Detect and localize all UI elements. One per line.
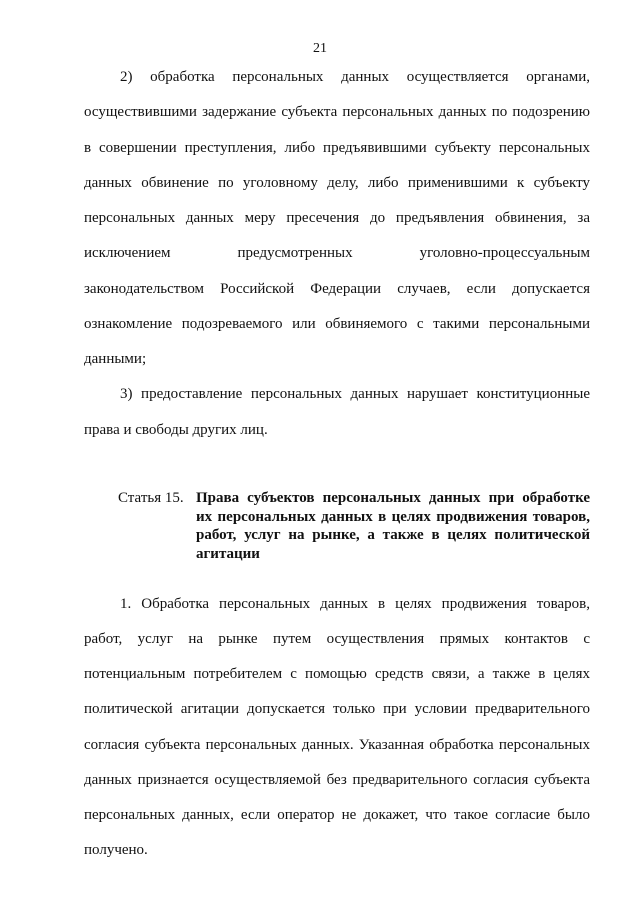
text-line: осуществившими задержание субъекта персональных данных по подозрению: [84, 104, 590, 120]
text-line: потенциальным потребителем с помощью средств связи, а также в целях: [84, 666, 590, 682]
text-line: в совершении преступления, либо предъявившими субъекту персональных: [84, 140, 590, 156]
text-line: 1. Обработка персональных данных в целях продвижения товаров,: [120, 596, 590, 612]
text-line: персональных данных меру пресечения до предъявления обвинения, за: [84, 210, 590, 226]
article-label: Статья 15.: [118, 490, 184, 506]
text-line: 3) предоставление персональных данных нарушает конституционные: [120, 386, 590, 402]
text-line: получено.: [84, 842, 148, 858]
article-title-line: Права субъектов персональных данных при обработке: [196, 490, 590, 506]
text-line: данных обвинение по уголовному делу, либо применившими к субъекту: [84, 175, 590, 191]
text-line: исключением предусмотренных уголовно-процессуальным: [84, 245, 590, 261]
text-line: данных признается осуществляемой без предварительного согласия субъекта: [84, 772, 590, 788]
text-line: работ, услуг на рынке путем осуществления прямых контактов с: [84, 631, 590, 647]
text-line: персональных данных, если оператор не докажет, что такое согласие было: [84, 807, 590, 823]
text-line: 2) обработка персональных данных осуществляется органами,: [120, 69, 590, 85]
text-line: политической агитации допускается только при условии предварительного: [84, 701, 590, 717]
article-title-line: их персональных данных в целях продвижения товаров,: [196, 509, 590, 525]
text-line: ознакомление подозреваемого или обвиняемого с такими персональными: [84, 316, 590, 332]
article-title-line: работ, услуг на рынке, а также в целях политической: [196, 527, 590, 543]
text-line: права и свободы других лиц.: [84, 422, 268, 438]
text-line: законодательством Российской Федерации случаев, если допускается: [84, 281, 590, 297]
text-line: согласия субъекта персональных данных. Указанная обработка персональных: [84, 737, 590, 753]
article-title-line: агитации: [196, 546, 260, 562]
page-number: 21: [313, 41, 327, 56]
text-line: данными;: [84, 351, 147, 367]
